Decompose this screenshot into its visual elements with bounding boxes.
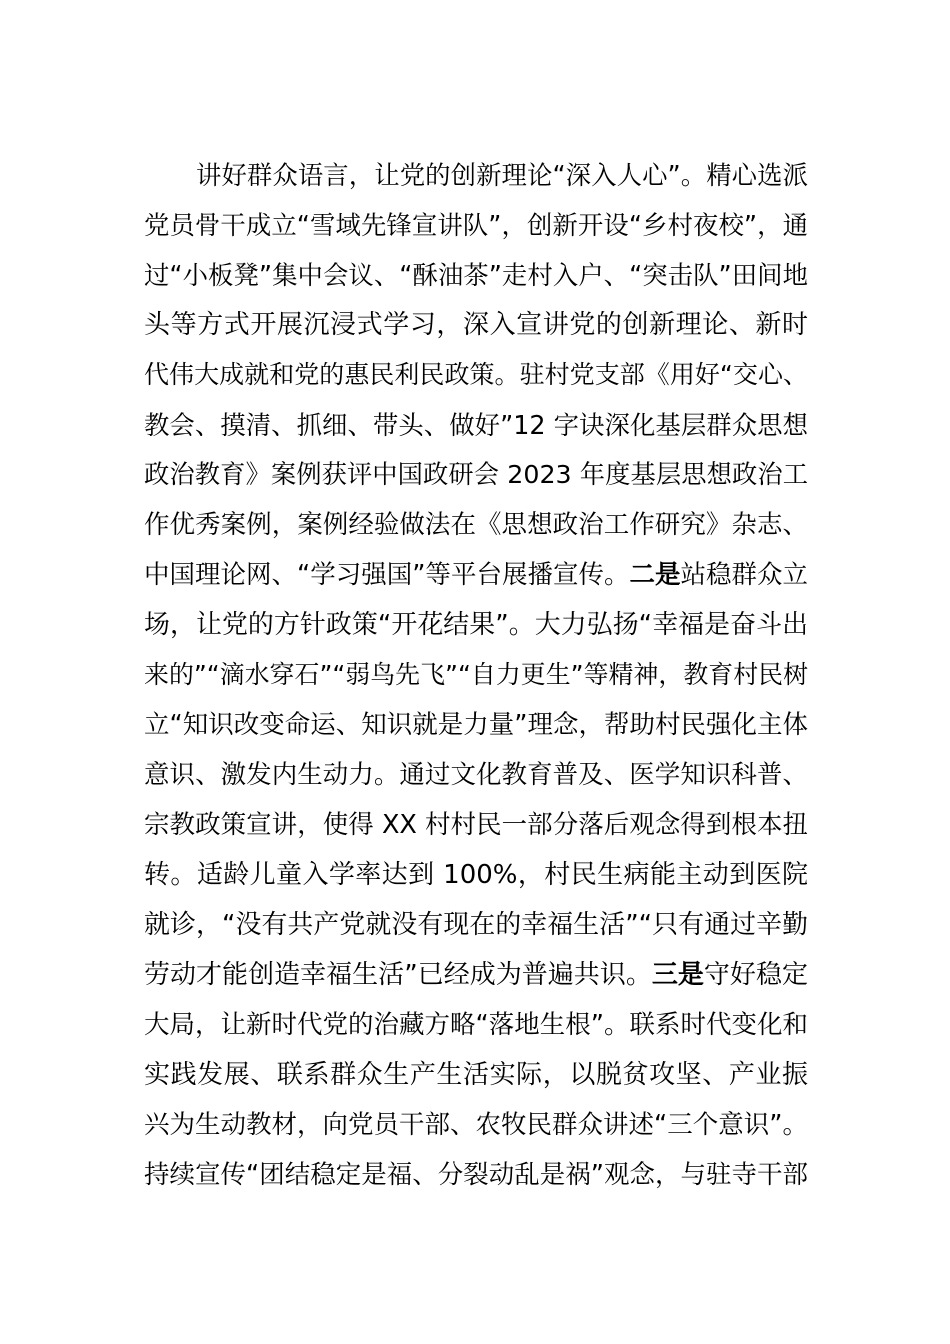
text-line — [144, 800, 808, 850]
text-line — [144, 350, 808, 400]
text-line — [144, 750, 808, 800]
text-run: 实践发展、联系群众生产生活实际，以脱贫攻坚、产业振 — [144, 1060, 808, 1090]
text-line — [144, 400, 808, 450]
text-run: 守好稳定 — [703, 960, 808, 990]
text-line — [144, 1150, 808, 1200]
text-line — [144, 850, 808, 900]
text-line — [144, 500, 808, 550]
text-line — [144, 950, 808, 1000]
text-line — [144, 1000, 808, 1050]
body-text — [144, 150, 808, 1200]
text-run: 作优秀案例，案例经验做法在《思想政治工作研究》杂志、 — [144, 510, 808, 540]
text-line — [144, 650, 808, 700]
text-run: 来的”“滴水穿石”“弱鸟先飞”“自力更生”等精神，教育村民树 — [144, 660, 808, 689]
text-line — [144, 900, 808, 950]
text-line — [144, 150, 808, 200]
text-run: 兴为生动教材，向党员干部、农牧民群众讲述“三个意识”。 — [144, 1110, 808, 1140]
text-run: 持续宣传“团结稳定是福、分裂动乱是祸”观念，与驻寺干部 — [144, 1160, 808, 1190]
text-run: 站稳群众立 — [680, 560, 808, 590]
text-run: 教会、摸清、抓细、带头、做好”12 字诀深化基层群众思想 — [144, 410, 808, 440]
text-line — [144, 600, 808, 650]
text-line — [144, 700, 808, 750]
text-run: 中国理论网、“学习强国”等平台展播宣传。 — [144, 560, 630, 590]
text-line — [144, 300, 808, 350]
section-marker-three: 三是 — [651, 960, 704, 990]
text-run: 过“小板凳”集中会议、“酥油茶”走村入户、“突击队”田间地 — [144, 260, 808, 290]
text-run: 党员骨干成立“雪域先锋宣讲队”，创新开设“乡村夜校”，通 — [144, 210, 808, 240]
text-run: 转。适龄儿童入学率达到 100%，村民生病能主动到医院 — [144, 860, 808, 890]
text-run: 宗教政策宣讲，使得 XX 村村民一部分落后观念得到根本扭 — [144, 810, 808, 840]
text-line — [144, 450, 808, 500]
text-run: 讲好群众语言，让党的创新理论“深入人心”。精心选派 — [196, 160, 808, 190]
text-line — [144, 1100, 808, 1150]
text-line — [144, 250, 808, 300]
section-marker-two: 二是 — [629, 560, 681, 590]
text-run: 政治教育》案例获评中国政研会 2023 年度基层思想政治工 — [144, 460, 808, 489]
text-line — [144, 550, 808, 600]
text-run: 立“知识改变命运、知识就是力量”理念，帮助村民强化主体 — [144, 710, 808, 740]
text-run: 大局，让新时代党的治藏方略“落地生根”。联系时代变化和 — [144, 1010, 808, 1040]
text-line — [144, 200, 808, 250]
text-run: 意识、激发内生动力。通过文化教育普及、医学知识科普、 — [144, 760, 808, 790]
text-run: 头等方式开展沉浸式学习，深入宣讲党的创新理论、新时 — [144, 310, 808, 340]
text-run: 代伟大成就和党的惠民利民政策。驻村党支部《用好“交心、 — [144, 360, 808, 389]
text-run: 就诊，“没有共产党就没有现在的幸福生活”“只有通过辛勤 — [144, 910, 808, 940]
text-run: 场，让党的方针政策“开花结果”。大力弘扬“幸福是奋斗出 — [144, 610, 808, 640]
text-line — [144, 1050, 808, 1100]
text-run: 劳动才能创造幸福生活”已经成为普遍共识。 — [144, 960, 652, 990]
